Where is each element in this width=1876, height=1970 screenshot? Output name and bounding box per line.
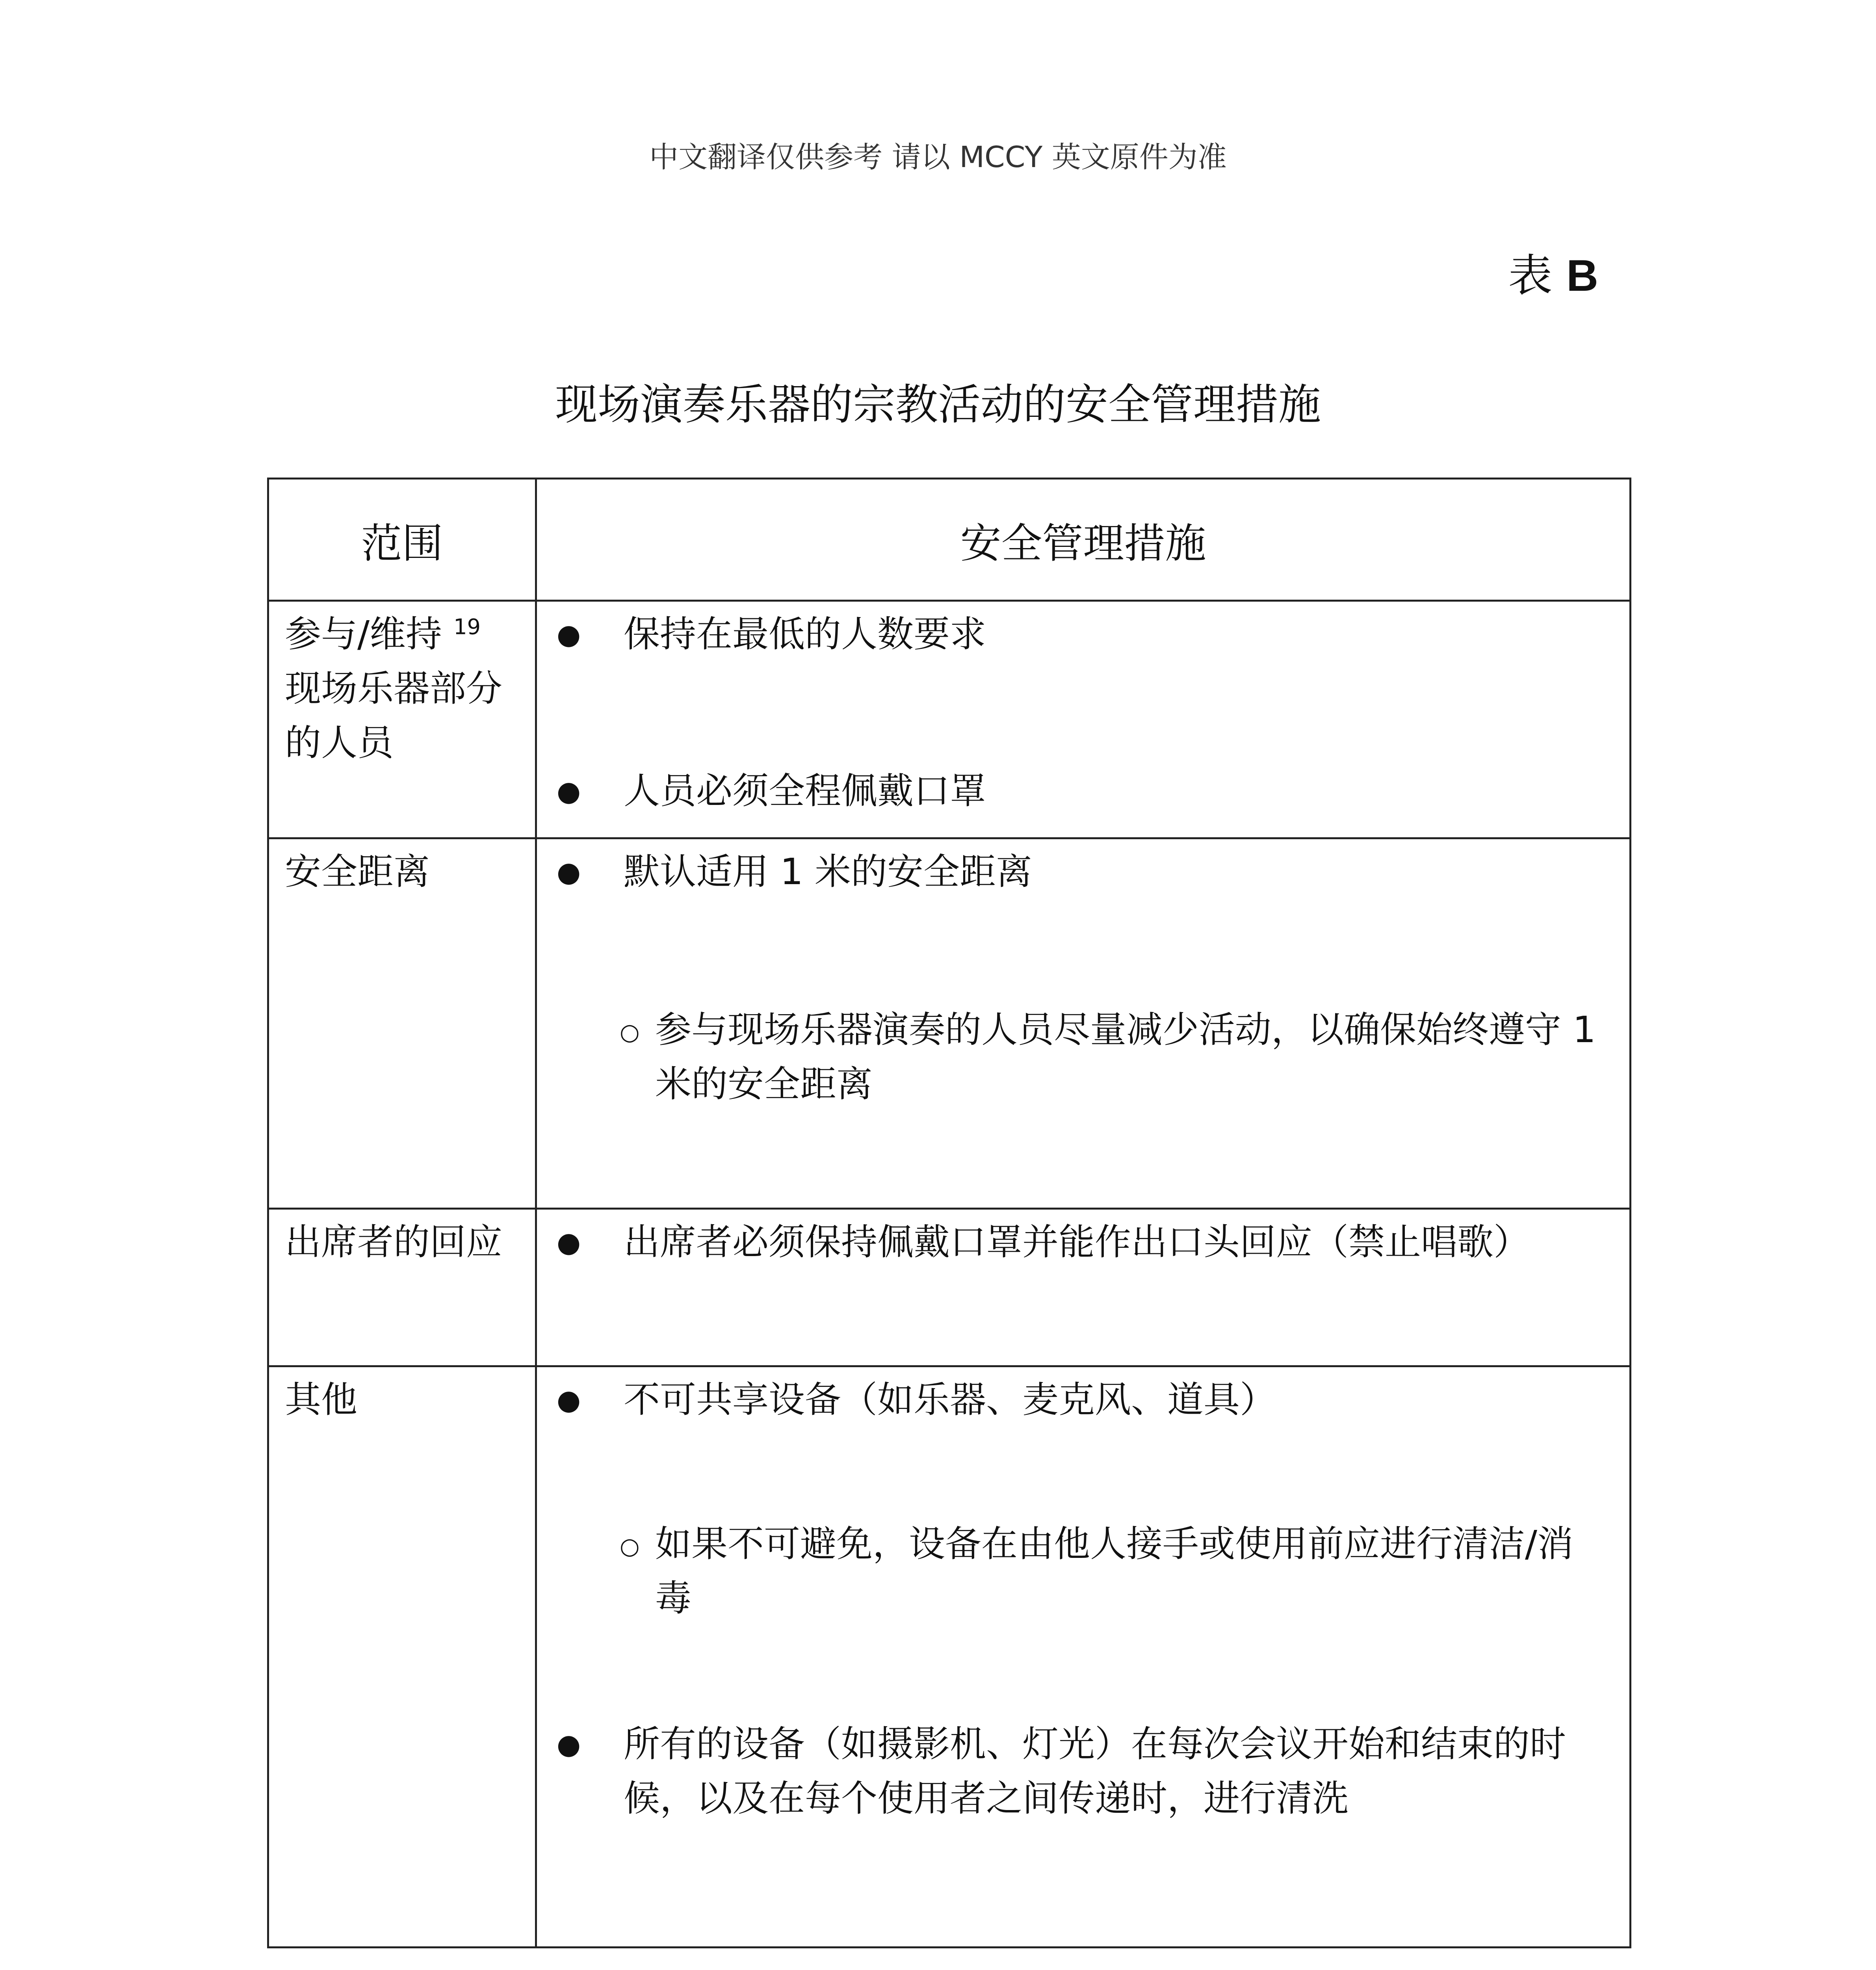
scope-label: 参与/维持 bbox=[285, 613, 442, 655]
bullet-icon: ● bbox=[557, 618, 581, 650]
measure-item: 出席者必须保持佩戴口罩并能作出口头回应（禁止唱歌） bbox=[624, 1221, 1530, 1263]
table-row bbox=[268, 838, 1631, 1209]
bullet-icon: ● bbox=[557, 1384, 581, 1416]
circle-bullet-icon: ○ bbox=[620, 1533, 640, 1559]
page-title: 现场演奏乐器的宗教活动的安全管理措施 bbox=[555, 380, 1321, 429]
measures-table bbox=[267, 478, 1631, 1948]
table-row bbox=[268, 1366, 1631, 1948]
translation-disclaimer: 中文翻译仅供参考 请以 MCCY 英文原件为准 bbox=[649, 140, 1227, 174]
bullet-icon: ● bbox=[557, 856, 581, 888]
circle-bullet-icon: ○ bbox=[620, 1018, 640, 1045]
measure-subitem: 如果不可避免，设备在由他人接手或使用前应进行清洁/消毒 bbox=[655, 1523, 1573, 1619]
measure-item: 所有的设备（如摄影机、灯光）在每次会议开始和结束的时候，以及在每个使用者之间传递时，进行清洗 bbox=[624, 1723, 1566, 1819]
measure-item: 人员必须全程佩戴口罩 bbox=[624, 770, 986, 812]
table-label-prefix: 表 bbox=[1508, 250, 1553, 301]
scope-label-continued: 现场乐器部分的人员 bbox=[285, 667, 503, 764]
scope-cell: 其他 bbox=[268, 1366, 536, 1948]
table-header-row bbox=[268, 479, 1631, 601]
scope-cell: 出席者的回应 bbox=[268, 1209, 536, 1366]
bullet-icon: ● bbox=[557, 775, 581, 807]
bullet-icon: ● bbox=[557, 1728, 581, 1760]
table-row bbox=[268, 1209, 1631, 1366]
footnote-ref: 19 bbox=[453, 614, 481, 639]
measure-subitem: 参与现场乐器演奏的人员尽量减少活动，以确保始终遵守 1 米的安全距离 bbox=[655, 1009, 1596, 1105]
bullet-icon: ● bbox=[557, 1226, 581, 1258]
measures-cell bbox=[536, 601, 1631, 838]
measure-item: 默认适用 1 米的安全距离 bbox=[624, 851, 1033, 893]
measures-cell bbox=[536, 1209, 1631, 1366]
header-scope: 范围 bbox=[268, 479, 536, 601]
measure-item: 保持在最低的人数要求 bbox=[624, 613, 986, 655]
measures-cell bbox=[536, 838, 1631, 1209]
scope-cell bbox=[268, 601, 536, 838]
header-measures: 安全管理措施 bbox=[536, 479, 1631, 601]
table-label-letter: B bbox=[1566, 251, 1598, 300]
measure-item: 不可共享设备（如乐器、麦克风、道具） bbox=[624, 1379, 1276, 1421]
table-label bbox=[1508, 240, 1599, 304]
table-row bbox=[268, 601, 1631, 838]
scope-cell: 安全距离 bbox=[268, 838, 536, 1209]
measures-cell bbox=[536, 1366, 1631, 1948]
